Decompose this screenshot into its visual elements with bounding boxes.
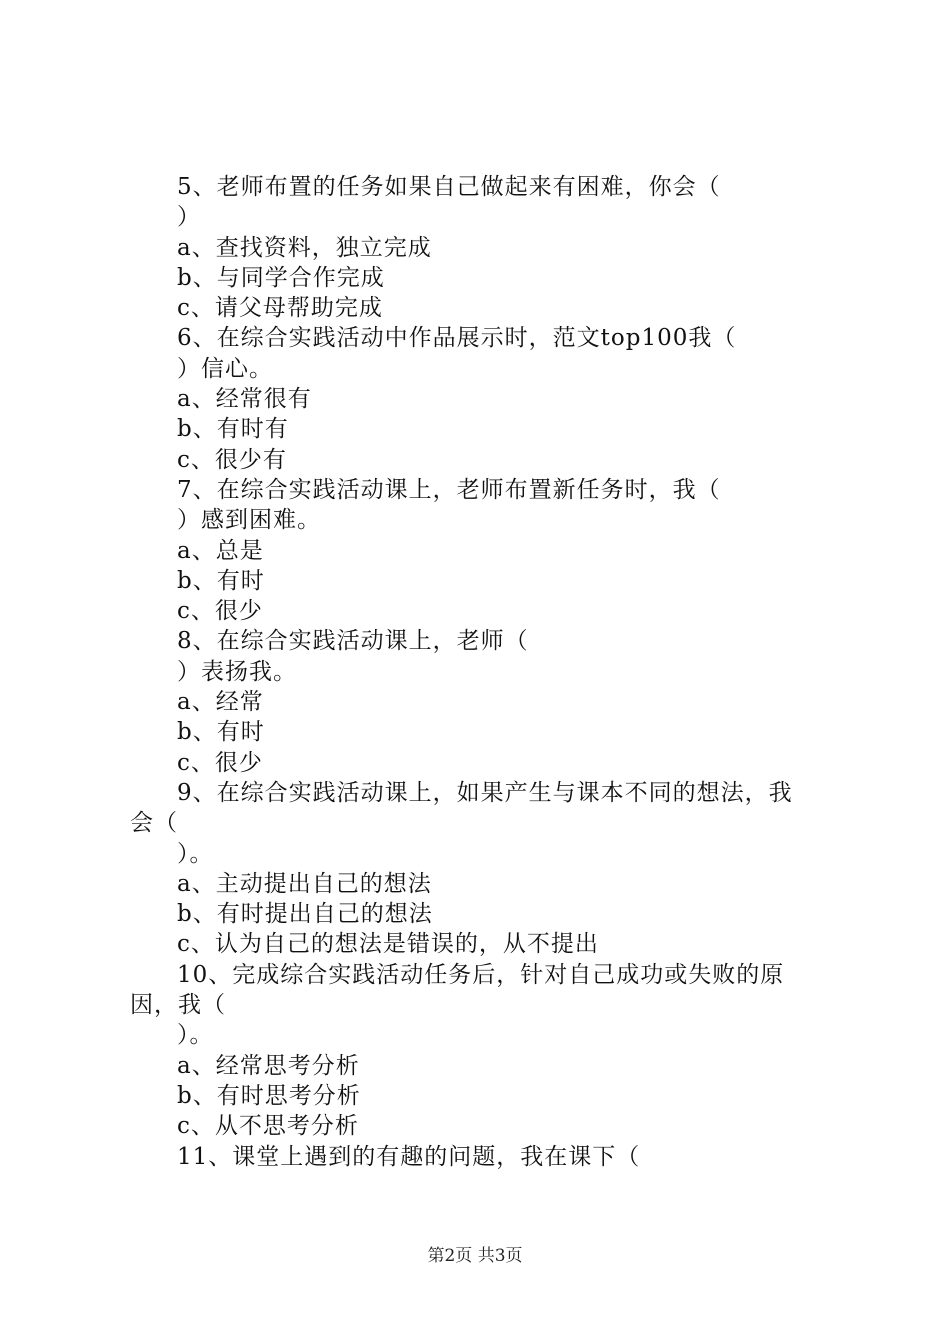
question-5: 5、老师布置的任务如果自己做起来有困难，你会（ [177,174,721,200]
question-9: 9、在综合实践活动课上，如果产生与课本不同的想法，我 [177,779,793,806]
option-b: b、有时有 [177,416,289,443]
option-b: b、有时思考分析 [177,1082,361,1109]
question-9-continued: 会（ [130,810,178,837]
page-number-footer: 第2页 共3页 [427,1246,523,1266]
option-c: c、很少有 [177,446,287,473]
answer-blank: ）感到困难。 [177,507,321,534]
question-11: 11、课堂上遇到的有趣的问题，我在课下（ [177,1143,641,1170]
option-c: c、很少 [177,749,263,776]
option-a: a、主动提出自己的想法 [177,870,432,897]
option-a: a、经常思考分析 [177,1052,360,1079]
option-a: a、经常很有 [177,386,312,413]
option-b: b、有时提出自己的想法 [177,901,433,928]
option-c: c、请父母帮助完成 [177,295,383,322]
option-c: c、从不思考分析 [177,1113,359,1140]
answer-blank: ）信心。 [177,355,273,382]
option-a: a、经常 [177,689,264,716]
document-body [130,172,835,1172]
question-10-continued: 因，我（ [130,992,226,1019]
question-7: 7、在综合实践活动课上，老师布置新任务时，我（ [177,476,721,503]
question-8: 8、在综合实践活动课上，老师（ [177,628,529,655]
option-a: a、查找资料，独立完成 [177,234,432,261]
option-b: b、有时 [177,567,265,594]
question-6: 6、在综合实践活动中作品展示时，范文top100我（ [177,325,737,352]
answer-blank: ） [177,204,201,231]
option-c: c、认为自己的想法是错误的，从不提出 [177,931,599,958]
answer-blank: ）。 [177,840,214,867]
question-10: 10、完成综合实践活动任务后，针对自己成功或失败的原 [177,961,785,988]
option-a: a、总是 [177,537,264,564]
answer-blank: ）表扬我。 [177,658,297,685]
answer-blank: ）。 [177,1022,214,1049]
option-c: c、很少 [177,598,263,625]
option-b: b、与同学合作完成 [177,264,385,291]
option-b: b、有时 [177,719,265,746]
